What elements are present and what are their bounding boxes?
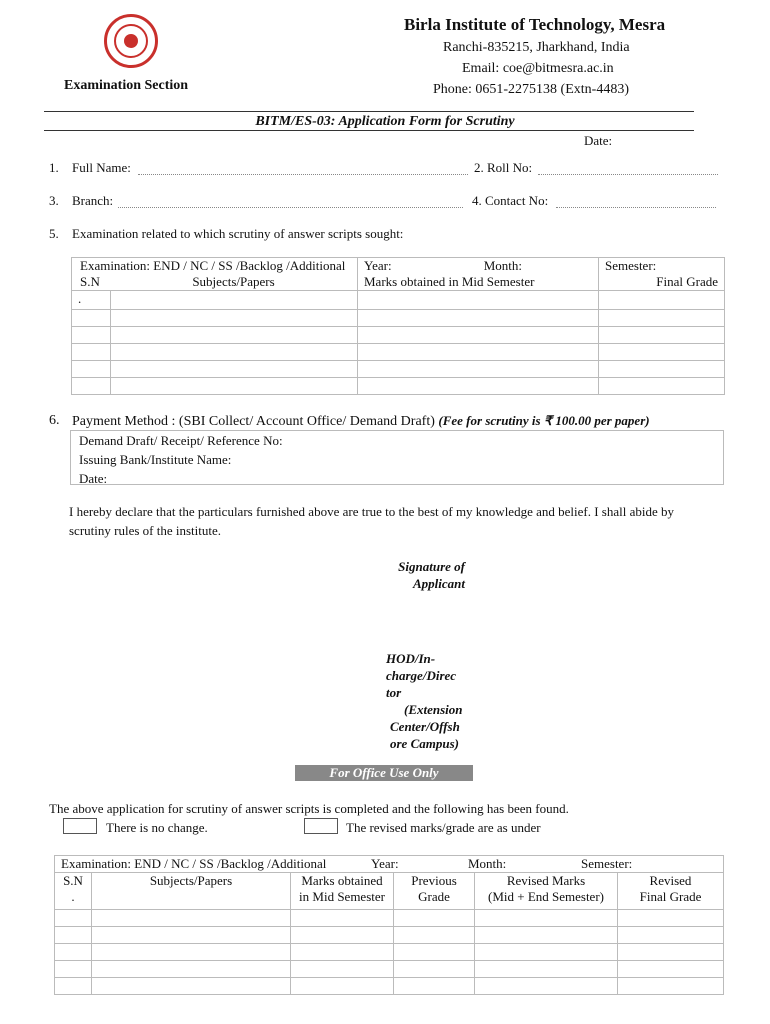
table-row [55,978,724,995]
table-row [55,910,724,927]
branch-field[interactable] [118,193,463,208]
table-cell[interactable] [358,361,599,378]
sn-header: S.N [80,274,100,289]
signature-applicant [360,558,465,592]
roll-no-field[interactable] [538,160,718,175]
table-cell[interactable] [291,961,394,978]
table-cell[interactable] [358,378,599,395]
table-cell[interactable] [475,978,618,995]
table-cell[interactable] [394,910,475,927]
table-cell[interactable] [111,344,358,361]
logo-ring [114,24,148,58]
table-cell[interactable] [599,344,725,361]
table-cell[interactable] [618,978,724,995]
table-cell[interactable] [618,910,724,927]
table-cell[interactable] [358,291,599,310]
table-subheader [72,274,357,290]
table-cell[interactable] [55,944,92,961]
no-change-label: There is no change. [106,820,208,835]
institute-phone: Phone: 0651-2275138 (Extn-4483) [433,82,629,97]
table-cell[interactable] [599,310,725,327]
table-cell[interactable] [358,344,599,361]
full-name-label: Full Name: [72,160,131,175]
exam-type-label-2: Examination: END / NC / SS /Backlog /Additional [61,856,327,871]
table-cell[interactable] [618,961,724,978]
table-cell[interactable] [475,944,618,961]
table-cell[interactable] [618,927,724,944]
institute-email: Email: coe@bitmesra.ac.in [462,61,614,76]
table-cell[interactable] [72,378,111,395]
table-cell[interactable] [599,361,725,378]
table-cell[interactable] [358,327,599,344]
table-cell[interactable] [599,327,725,344]
table-cell[interactable] [618,944,724,961]
header-rule-bottom [44,130,694,131]
marks-mid-2-line-2: in Mid Semester [299,889,385,904]
revised-marks-line-2: (Mid + End Semester) [487,889,604,904]
hod-line-1: HOD/In- [386,651,436,666]
table-header-cell [72,258,358,291]
subjects-header: Subjects/Papers [192,274,275,289]
table-row [72,361,725,378]
table-cell[interactable] [394,978,475,995]
sn-header-2-cell [55,873,92,910]
previous-grade-line-2: Grade [418,889,450,904]
sn-dot-cell [72,291,111,310]
table-row [72,344,725,361]
table-cell[interactable] [72,344,111,361]
year-label-2: Year: [371,856,399,871]
header-rule-top [44,111,694,112]
table-cell[interactable] [72,310,111,327]
table-cell[interactable] [111,291,358,310]
marks-mid-header: Marks obtained in Mid Semester [364,274,535,289]
year-month-row [364,258,592,274]
signature-line-2: Applicant [412,576,465,591]
contact-field[interactable] [556,193,716,208]
revised-label: The revised marks/grade are as under [346,820,541,835]
subjects-header-2 [92,873,291,910]
hod-line-3: tor [386,685,402,700]
table-cell[interactable] [475,910,618,927]
form-title: BITM/ES-03: Application Form for Scrutiny [255,114,515,129]
subjects-header-2-text: Subjects/Papers [149,873,233,888]
table-cell[interactable] [55,910,92,927]
signature-line-1: Signature of [398,559,465,574]
table-cell[interactable] [92,961,291,978]
payment-method [72,413,650,430]
table-cell[interactable] [111,310,358,327]
table-cell[interactable] [111,327,358,344]
semester-label-2: Semester: [581,856,633,871]
table-row [72,310,725,327]
table2-title-row [55,856,723,872]
table-cell[interactable] [92,978,291,995]
dd-label[interactable]: Demand Draft/ Receipt/ Reference No: [79,433,283,448]
office-use-banner: For Office Use Only [295,765,473,781]
bank-label[interactable]: Issuing Bank/Institute Name: [79,452,232,467]
table-row [55,927,724,944]
revised-grade-header [618,873,724,910]
table-cell[interactable] [55,927,92,944]
hod-line-4: (Extension [404,702,463,717]
table-cell[interactable] [394,961,475,978]
table-cell[interactable] [291,944,394,961]
hod-line-2: charge/Direc [386,668,457,683]
table-cell[interactable] [475,927,618,944]
revised-table [54,855,724,995]
table-cell[interactable] [92,927,291,944]
payment-num: 6. [49,413,60,428]
month-label: Month: [483,258,522,273]
branch-label: Branch: [72,193,114,208]
roll-no-label: 2. Roll No: [474,160,533,175]
revised-grade-line-2: Final Grade [639,889,702,904]
full-name-field[interactable] [138,160,468,175]
revised-checkbox[interactable] [304,818,338,834]
month-label-2: Month: [468,856,507,871]
hod-line-5: Center/Offsh [390,719,460,734]
field-num-3: 3. [49,193,59,208]
revised-marks-header [475,873,618,910]
exam-question: Examination related to which scrutiny of answer scripts sought: [72,226,404,241]
table-cell[interactable] [92,910,291,927]
payment-date-label[interactable]: Date: [79,471,108,486]
sn-dot-2: . [71,889,75,904]
year-label: Year: [364,258,392,273]
table-cell[interactable] [72,361,111,378]
table-cell[interactable] [394,944,475,961]
previous-grade-header [394,873,475,910]
field-num-1: 1. [49,160,59,175]
table-cell[interactable] [599,291,725,310]
final-grade-header: Final Grade [656,274,718,289]
scrutiny-table [71,257,725,395]
institute-name: Birla Institute of Technology, Mesra [404,15,666,34]
table-cell[interactable] [55,978,92,995]
marks-mid-2-line-1: Marks obtained [301,873,383,888]
sn-dot: . [78,291,82,306]
declaration: I hereby declare that the particulars furnished above are true to the best of my knowledge and belief. I shall abide by scrutiny rules of the institute. [69,504,674,538]
table-cell[interactable] [55,961,92,978]
table-row [72,378,725,395]
table-cell[interactable] [475,961,618,978]
field-num-5: 5. [49,226,59,241]
marks-mid-header-2 [291,873,394,910]
revised-marks-line-1: Revised Marks [506,873,586,888]
table-row [55,961,724,978]
sn-header-2: S.N [63,873,83,888]
table-row [72,327,725,344]
table-cell[interactable] [291,978,394,995]
table-header-cell [358,258,599,291]
payment-method-label: Payment Method : (SBI Collect/ Account Office/ Demand Draft) [72,414,435,429]
exam-type-label: Examination: END / NC / SS /Backlog /Additional [80,258,346,273]
hod-line-6: ore Campus) [390,736,459,751]
table-cell[interactable] [358,310,599,327]
table-cell[interactable] [111,361,358,378]
no-change-checkbox[interactable] [63,818,97,834]
fee-note: (Fee for scrutiny is ₹ 100.00 per paper) [438,413,650,428]
table-cell[interactable] [599,378,725,395]
logo-core [124,34,138,48]
institute-address: Ranchi-835215, Jharkhand, India [443,40,630,55]
table-cell[interactable] [72,327,111,344]
table-cell[interactable] [291,910,394,927]
table-row [55,944,724,961]
contact-label: 4. Contact No: [472,193,549,208]
previous-grade-line-1: Previous [411,873,457,888]
table-cell[interactable] [291,927,394,944]
institute-logo [104,14,158,68]
payment-box [70,430,724,485]
office-statement: The above application for scrutiny of answer scripts is completed and the following has been found. [49,801,569,816]
semester-label: Semester: [605,258,657,273]
hod-signature [386,650,476,752]
table-cell[interactable] [394,927,475,944]
revised-grade-line-1: Revised [649,873,692,888]
table-cell[interactable] [111,378,358,395]
table2-title-cell [55,856,724,873]
table-header-cell [599,258,725,291]
date-label: Date: [584,133,613,148]
examination-section: Examination Section [64,78,189,93]
table-cell[interactable] [92,944,291,961]
